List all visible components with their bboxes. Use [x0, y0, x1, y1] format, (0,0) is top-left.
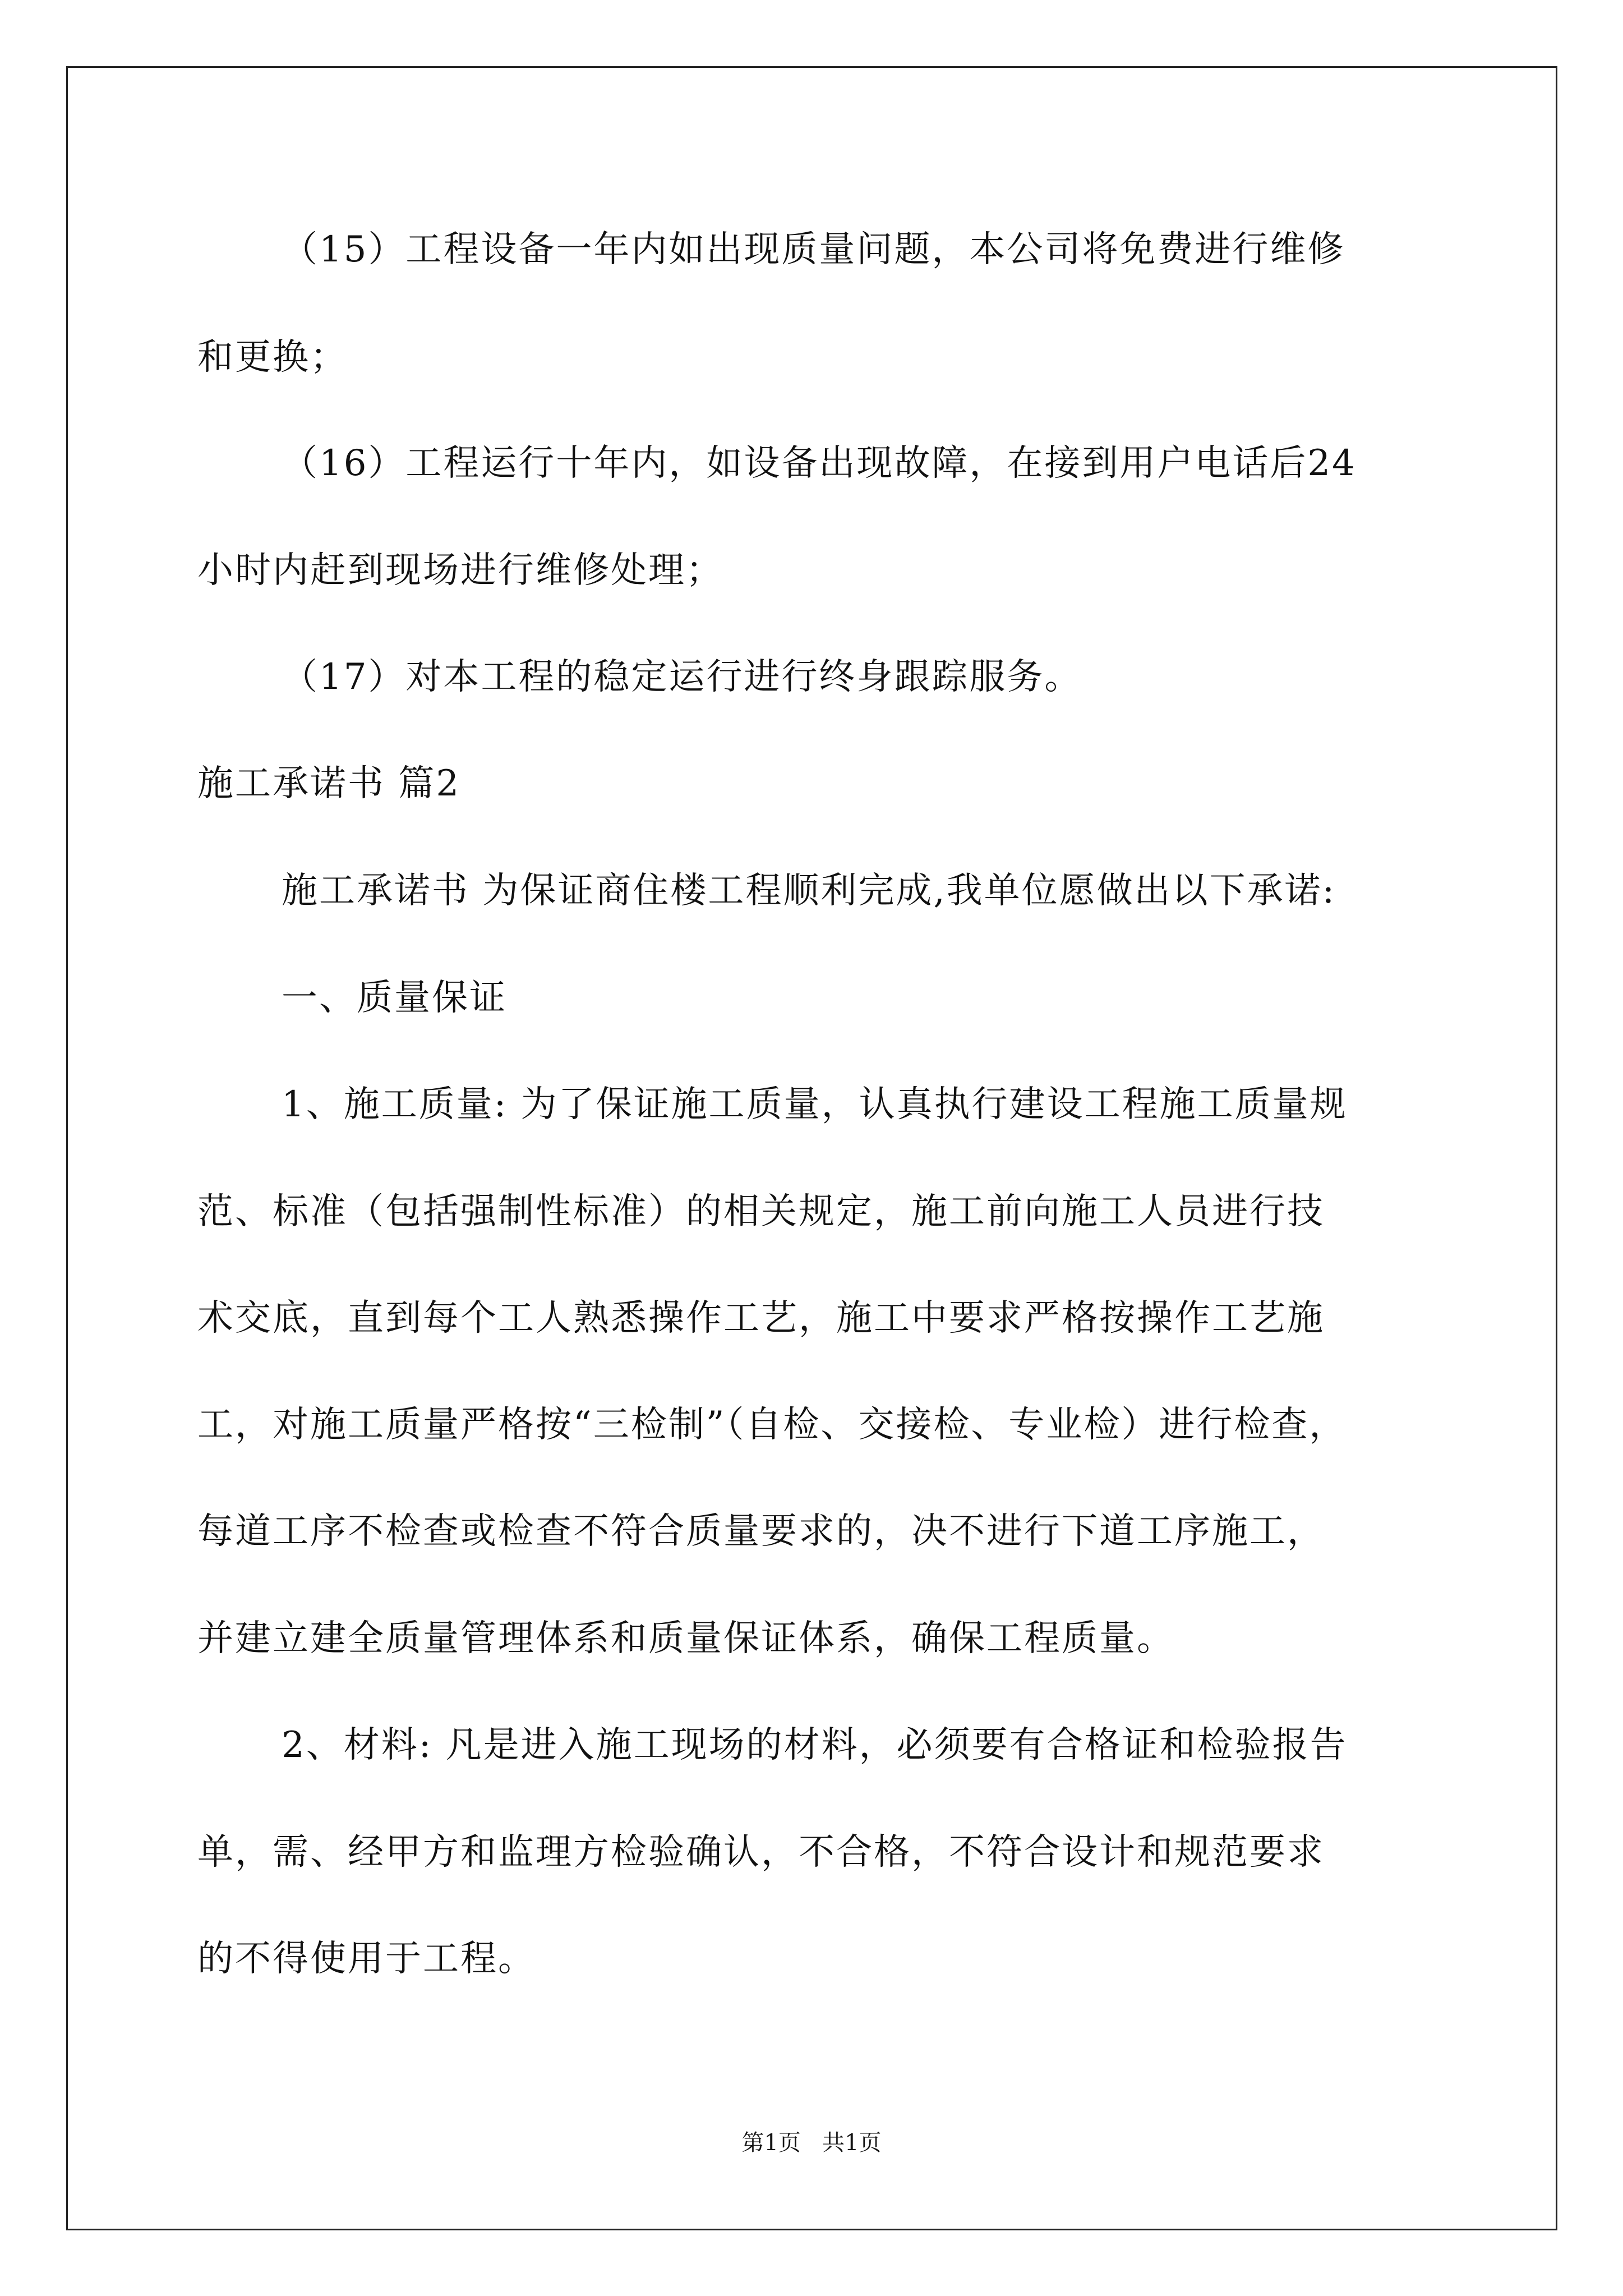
paragraph-line: 范、标准（包括强制性标准）的相关规定，施工前向施工人员进行技	[197, 1191, 1325, 1232]
paragraph-line: （15）工程设备一年内如出现质量问题，本公司将免费进行维修	[282, 229, 1345, 270]
subsection-heading: 一、质量保证	[282, 977, 507, 1019]
paragraph-line: 小时内赶到现场进行维修处理；	[197, 550, 723, 591]
paragraph-line: （16）工程运行十年内，如设备出现故障，在接到用户电话后24	[282, 443, 1357, 484]
paragraph-line: 的不得使用于工程。	[197, 1938, 536, 1980]
paragraph-line: 工，对施工质量严格按“三检制”（自检、交接检、专业检）进行检查，	[197, 1404, 1347, 1446]
section-heading: 施工承诺书 篇2	[197, 763, 461, 804]
paragraph-line: 和更换；	[197, 337, 348, 378]
paragraph-line: （17）对本工程的稳定运行进行终身跟踪服务。	[282, 656, 1082, 698]
paragraph-line: 2、材料: 凡是进入施工现场的材料，必须要有合格证和检验报告	[282, 1724, 1348, 1766]
page-footer: 第1页 共1页	[741, 2130, 882, 2156]
paragraph-line: 施工承诺书 为保证商住楼工程顺利完成,我单位愿做出以下承诺:	[282, 870, 1336, 912]
paragraph-line: 单，需、经甲方和监理方检验确认，不合格，不符合设计和规范要求	[197, 1832, 1325, 1873]
paragraph-line: 1、施工质量: 为了保证施工质量，认真执行建设工程施工质量规	[282, 1084, 1348, 1125]
paragraph-line: 并建立建全质量管理体系和质量保证体系，确保工程质量。	[197, 1618, 1174, 1659]
paragraph-line: 术交底，直到每个工人熟悉操作工艺，施工中要求严格按操作工艺施	[197, 1297, 1325, 1339]
page-border	[66, 66, 1557, 2230]
paragraph-line: 每道工序不检查或检查不符合质量要求的，决不进行下道工序施工，	[197, 1511, 1325, 1552]
